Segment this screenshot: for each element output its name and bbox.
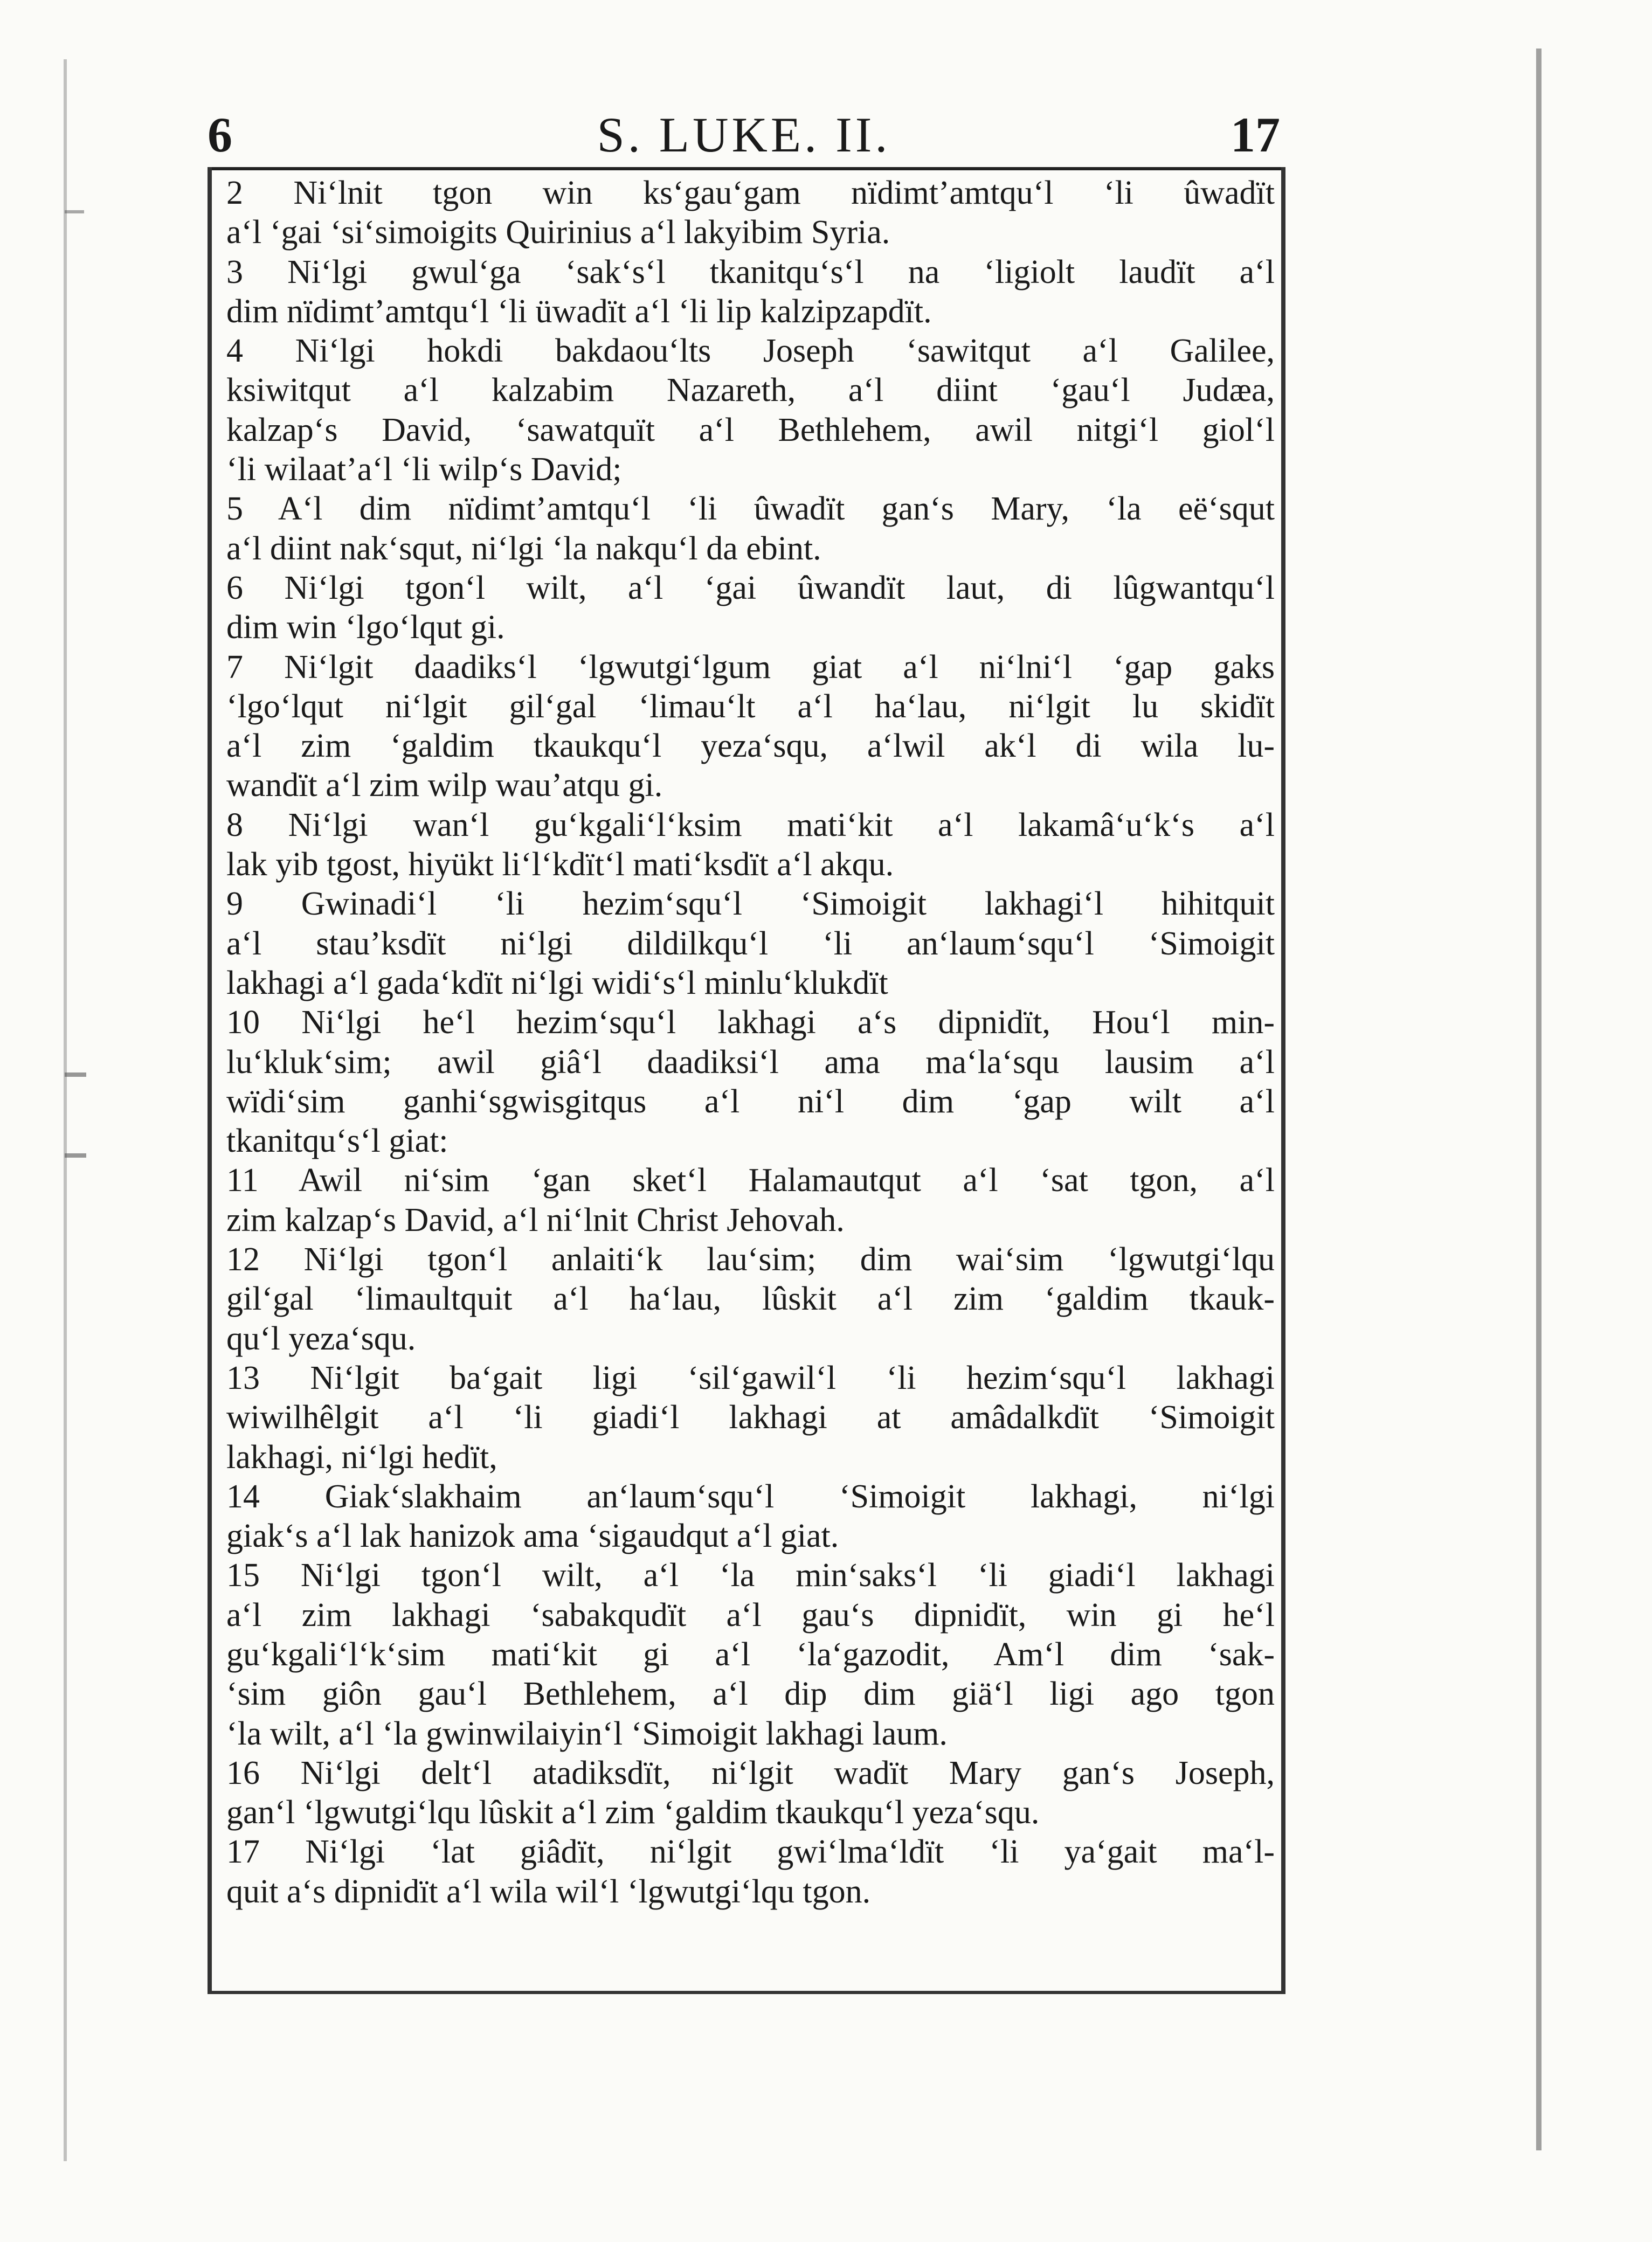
verse-line: Awil ni‘sim ‘gan sket‘l Halamautqut a‘l ‘sat tgon, a‘l xyxy=(298,1162,1275,1199)
verse-number: 7 xyxy=(226,648,243,686)
verse-line: a‘l zim ‘galdim tkaukqu‘l yeza‘squ, a‘lwil ak‘l di wila lu- xyxy=(226,728,1275,765)
frame-rule-top xyxy=(208,167,1285,170)
verse-line: Ni‘lgi ‘lat giâdït, ni‘lgit gwi‘lma‘ldït ‘li ya‘gait ma‘l- xyxy=(305,1833,1275,1871)
scan-tick-mark xyxy=(65,1153,86,1158)
verse-line: ksiwitqut a‘l kalzabim Nazareth, a‘l diint ‘gau‘l Judæa, xyxy=(226,372,1275,409)
verse-line: Ni‘lgi tgon‘l anlaiti‘k lau‘sim; dim wai‘sim ‘lgwutgi‘lqu xyxy=(303,1241,1275,1278)
verse-number: 5 xyxy=(226,490,243,528)
verse-number: 8 xyxy=(226,806,243,843)
verse-line: A‘l dim nïdimt’amtqu‘l ‘li ûwadït gan‘s Mary, ‘la eë‘squt xyxy=(278,490,1275,528)
verse-line: lu‘kluk‘sim; awil giâ‘l daadiksi‘l ama ma‘la‘squ lausim a‘l xyxy=(226,1043,1275,1081)
verse-number: 13 xyxy=(226,1359,260,1396)
verse-number: 2 xyxy=(226,175,243,211)
page-number-right: 17 xyxy=(1231,107,1280,162)
verse-number: 3 xyxy=(226,253,243,290)
verse-line: Ni‘lnit tgon win ks‘gau‘gam nïdimt’amtqu‘l ‘li ûwadït xyxy=(293,175,1275,211)
verse-3 xyxy=(226,253,1275,332)
verse-line: wandït a‘l zim wilp wau’atqu gi. xyxy=(226,767,663,804)
verse-line: Ni‘lgit daadiks‘l ‘lgwutgi‘lgum giat a‘l ni‘lni‘l ‘gap gaks xyxy=(284,648,1275,686)
scan-tick-mark xyxy=(65,1072,86,1077)
verse-8 xyxy=(226,806,1275,885)
verse-line: Ni‘lgi wan‘l gu‘kgali‘l‘ksim mati‘kit a‘l lakamâ‘u‘k‘s a‘l xyxy=(288,806,1275,843)
verse-number: 9 xyxy=(226,885,243,923)
verse-number: 12 xyxy=(226,1241,260,1278)
verse-line: a‘l ‘gai ‘si‘simoigits Quirinius a‘l lakyibim Syria. xyxy=(226,214,890,251)
verse-2 xyxy=(226,174,1275,253)
verse-line: gan‘l ‘lgwutgi‘lqu lûskit a‘l zim ‘galdim tkaukqu‘l yeza‘squ. xyxy=(226,1794,1040,1831)
verse-text-block xyxy=(226,174,1275,1912)
verse-12 xyxy=(226,1240,1275,1359)
verse-15 xyxy=(226,1556,1275,1753)
running-header xyxy=(208,105,1280,164)
verse-number: 6 xyxy=(226,569,243,606)
verse-line: gu‘kgali‘l‘k‘sim mati‘kit gi a‘l ‘la‘gazodit, Am‘l dim ‘sak- xyxy=(226,1636,1275,1673)
verse-line: dim nïdimt’amtqu‘l ‘li üwadït a‘l ‘li lip kalzipzapdït. xyxy=(226,293,932,330)
page-number-left: 6 xyxy=(208,107,232,162)
verse-number: 10 xyxy=(226,1004,260,1041)
verse-7 xyxy=(226,648,1275,806)
book-chapter-title: S. LUKE. II. xyxy=(597,107,891,162)
verse-line: Gwinadi‘l ‘li hezim‘squ‘l ‘Simoigit lakhagi‘l hihitquit xyxy=(301,885,1275,923)
verse-line: a‘l diint nak‘squt, ni‘lgi ‘la nakqu‘l da ebint. xyxy=(226,530,821,567)
verse-line: kalzap‘s David, ‘sawatquït a‘l Bethlehem, awil nitgi‘l giol‘l xyxy=(226,411,1275,448)
verse-line: giak‘s a‘l lak hanizok ama ‘sigaudqut a‘l giat. xyxy=(226,1518,839,1555)
verse-13 xyxy=(226,1359,1275,1477)
verse-line: gil‘gal ‘limaultquit a‘l ha‘lau, lûskit a‘l zim ‘galdim tkauk- xyxy=(226,1281,1275,1318)
verse-line: wiwilhêlgit a‘l ‘li giadi‘l lakhagi at amâdalkdït ‘Simoigit xyxy=(226,1399,1275,1436)
verse-14 xyxy=(226,1477,1275,1556)
frame-rule-right xyxy=(1281,167,1285,1994)
verse-line: Ni‘lgi tgon‘l wilt, a‘l ‘gai ûwandït laut, di lûgwantqu‘l xyxy=(284,569,1275,606)
scan-tick-mark xyxy=(65,210,84,213)
verse-6 xyxy=(226,569,1275,648)
verse-10 xyxy=(226,1003,1275,1161)
verse-number: 4 xyxy=(226,333,243,370)
verse-line: Ni‘lgi delt‘l atadiksdït, ni‘lgit wadït Mary gan‘s Joseph, xyxy=(300,1754,1275,1791)
verse-5 xyxy=(226,489,1275,569)
verse-line: tkanitqu‘s‘l giat: xyxy=(226,1123,448,1160)
verse-number: 16 xyxy=(226,1754,260,1791)
verse-line: Ni‘lgi gwul‘ga ‘sak‘s‘l tkanitqu‘s‘l na ‘ligiolt laudït a‘l xyxy=(287,253,1275,290)
verse-line: ‘li wilaat’a‘l ‘li wilp‘s David; xyxy=(226,451,622,488)
verse-line: qu‘l yeza‘squ. xyxy=(226,1320,416,1357)
scan-edge-mark xyxy=(64,59,67,2161)
verse-line: Ni‘lgi he‘l hezim‘squ‘l lakhagi a‘s dipnidït, Hou‘l min- xyxy=(301,1004,1275,1041)
verse-line: ‘sim giôn gau‘l Bethlehem, a‘l dip dim giä‘l ligi ago tgon xyxy=(226,1676,1275,1713)
verse-line: lakhagi, ni‘lgi hedït, xyxy=(226,1438,497,1476)
verse-16 xyxy=(226,1754,1275,1833)
verse-line: dim win ‘lgo‘lqut gi. xyxy=(226,609,505,646)
verse-number: 17 xyxy=(226,1833,260,1871)
verse-line: quit a‘s dipnidït a‘l wila wil‘l ‘lgwutgi‘lqu tgon. xyxy=(226,1873,871,1910)
verse-4 xyxy=(226,331,1275,489)
verse-line: Ni‘lgi hokdi bakdaou‘lts Joseph ‘sawitqut a‘l Galilee, xyxy=(295,333,1275,370)
verse-number: 14 xyxy=(226,1478,260,1515)
verse-number: 15 xyxy=(226,1557,260,1594)
verse-line: Ni‘lgit ba‘gait ligi ‘sil‘gawil‘l ‘li hezim‘squ‘l lakhagi xyxy=(310,1359,1275,1396)
verse-line: a‘l stau’ksdït ni‘lgi dildilkqu‘l ‘li an‘laum‘squ‘l ‘Simoigit xyxy=(226,925,1275,962)
verse-11 xyxy=(226,1161,1275,1240)
verse-number: 11 xyxy=(226,1162,259,1199)
frame-rule-left xyxy=(208,167,212,1994)
verse-line: lak yib tgost, hiyükt li‘l‘kdït‘l mati‘ksdït a‘l akqu. xyxy=(226,846,894,883)
verse-line: zim kalzap‘s David, a‘l ni‘lnit Christ Jehovah. xyxy=(226,1201,845,1238)
verse-17 xyxy=(226,1832,1275,1912)
verse-line: a‘l zim lakhagi ‘sabakqudït a‘l gau‘s dipnidït, win gi he‘l xyxy=(226,1596,1275,1634)
verse-line: lakhagi a‘l gada‘kdït ni‘lgi widi‘s‘l minlu‘klukdït xyxy=(226,964,888,1001)
verse-9 xyxy=(226,884,1275,1003)
verse-line: ‘lgo‘lqut ni‘lgit gil‘gal ‘limau‘lt a‘l ha‘lau, ni‘lgit lu skidït xyxy=(226,688,1275,725)
verse-line: wïdi‘sim ganhi‘sgwisgitqus a‘l ni‘l dim ‘gap wilt a‘l xyxy=(226,1083,1275,1120)
frame-rule-bottom xyxy=(208,1991,1285,1994)
scan-edge-mark xyxy=(1536,49,1542,2150)
verse-line: Ni‘lgi tgon‘l wilt, a‘l ‘la min‘saks‘l ‘li giadi‘l lakhagi xyxy=(300,1557,1275,1594)
verse-line: Giak‘slakhaim an‘laum‘squ‘l ‘Simoigit lakhagi, ni‘lgi xyxy=(324,1478,1275,1515)
verse-line: ‘la wilt, a‘l ‘la gwinwilaiyin‘l ‘Simoigit lakhagi laum. xyxy=(226,1715,948,1752)
